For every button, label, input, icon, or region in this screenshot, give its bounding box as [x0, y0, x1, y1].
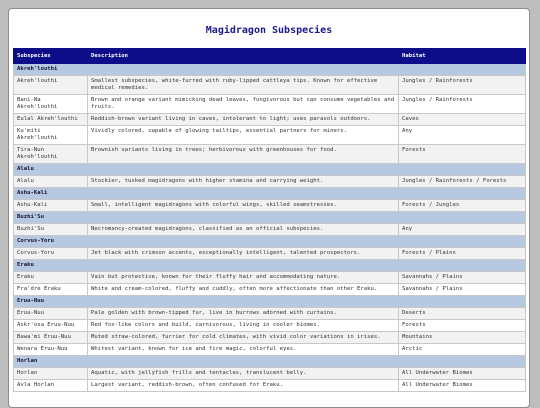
group-name: Alalu — [14, 164, 526, 176]
column-header-subspecies: Subspecies — [14, 49, 88, 64]
group-header-row — [14, 64, 526, 76]
subspecies-cell: Bani-Na Akreh'louthi — [14, 95, 88, 114]
table-row — [14, 114, 526, 126]
habitat-cell: Savannahs / Plains — [399, 272, 526, 284]
group-name: Akreh'louthi — [14, 64, 526, 76]
table-row — [14, 145, 526, 164]
table-row — [14, 95, 526, 114]
habitat-cell: Forests — [399, 320, 526, 332]
description-cell: Smallest subspecies, white-furred with ruby-lipped cattleya tips. Known for effective medical remedies. — [88, 76, 399, 95]
table-row — [14, 368, 526, 380]
description-cell: Stockier, tusked magidragons with higher stamina and carrying weight. — [88, 176, 399, 188]
habitat-cell: Jungles / Rainforests — [399, 76, 526, 95]
description-cell: Aquatic, with jellyfish frills and tentacles, translucent belly. — [88, 368, 399, 380]
table-row — [14, 176, 526, 188]
group-header-row — [14, 236, 526, 248]
subspecies-cell: Eulal Akreh'louthi — [14, 114, 88, 126]
table-row — [14, 308, 526, 320]
subspecies-cell: Eraku — [14, 272, 88, 284]
habitat-cell: Savannahs / Plains — [399, 284, 526, 296]
table-row — [14, 320, 526, 332]
subspecies-cell: Ku'miti Akreh'louthi — [14, 126, 88, 145]
group-header-row — [14, 356, 526, 368]
group-name: Eruu-Nuu — [14, 296, 526, 308]
habitat-cell: Mountains — [399, 332, 526, 344]
table-row — [14, 284, 526, 296]
description-cell: Muted straw-colored, furrier for cold climates, with vivid color variations in irises. — [88, 332, 399, 344]
table-row — [14, 224, 526, 236]
group-name: Corvus-Yoru — [14, 236, 526, 248]
description-cell: Brownish variants living in trees; herbivorous with greenhouses for food. — [88, 145, 399, 164]
table-row — [14, 272, 526, 284]
habitat-cell: Forests — [399, 145, 526, 164]
subspecies-cell: Alalu — [14, 176, 88, 188]
group-header-row — [14, 296, 526, 308]
subspecies-cell: Ashu-Kali — [14, 200, 88, 212]
table-row — [14, 200, 526, 212]
subspecies-cell: Wenara Eruu-Nuu — [14, 344, 88, 356]
group-header-row — [14, 260, 526, 272]
table-row — [14, 332, 526, 344]
subspecies-table — [13, 48, 526, 392]
table-header-row — [14, 49, 526, 64]
habitat-cell: Arctic — [399, 344, 526, 356]
page-title: Magidragon Subspecies — [205, 25, 333, 36]
description-cell: Small, intelligent magidragons with colorful wings, skilled seamstresses. — [88, 200, 399, 212]
subspecies-cell: Akreh'louthi — [14, 76, 88, 95]
description-cell: Vividly colored, capable of glowing tailtips, essential partners for miners. — [88, 126, 399, 145]
group-header-row — [14, 212, 526, 224]
subspecies-cell: Corvus-Yoru — [14, 248, 88, 260]
subspecies-cell: Avla Horlan — [14, 380, 88, 392]
table-row — [14, 76, 526, 95]
habitat-cell: Caves — [399, 114, 526, 126]
habitat-cell: Any — [399, 126, 526, 145]
table-row — [14, 248, 526, 260]
group-header-row — [14, 188, 526, 200]
subspecies-cell: Eruu-Nuu — [14, 308, 88, 320]
habitat-cell: Forests / Plains — [399, 248, 526, 260]
table-row — [14, 344, 526, 356]
description-cell: Vain but protective, known for their fluffy hair and accommodating nature. — [88, 272, 399, 284]
description-cell: Whitest variant, known for ice and fire magic, colorful eyes. — [88, 344, 399, 356]
column-header-description: Description — [88, 49, 399, 64]
description-cell: Reddish-brown variant living in caves, intolerant to light; uses parasols outdoors. — [88, 114, 399, 126]
habitat-cell: Deserts — [399, 308, 526, 320]
habitat-cell: Jungles / Rainforests / Forests — [399, 176, 526, 188]
description-cell: Pale golden with brown-tipped fur, live in burrows adorned with curtains. — [88, 308, 399, 320]
habitat-cell: All Underwater Biomes — [399, 368, 526, 380]
description-cell: Necromancy-created magidragons, classified as an official subspecies. — [88, 224, 399, 236]
subspecies-cell: Fra'dre Eraku — [14, 284, 88, 296]
group-name: Horlan — [14, 356, 526, 368]
group-name: Eraku — [14, 260, 526, 272]
group-name: Buzhi'Su — [14, 212, 526, 224]
description-cell: Red fox-like colors and build, carnivorous, living in cooler biomes. — [88, 320, 399, 332]
habitat-cell: Jungles / Rainforests — [399, 95, 526, 114]
description-cell: Jet black with crimson accents, exceptionally intelligent, talented prospectors. — [88, 248, 399, 260]
description-cell: Largest variant, reddish-brown, often confused for Eraku. — [88, 380, 399, 392]
habitat-cell: Any — [399, 224, 526, 236]
description-cell: White and cream-colored, fluffy and cuddly, often more affectionate than other Eraku. — [88, 284, 399, 296]
table-body — [14, 64, 526, 392]
subspecies-cell: Tira-Nun Akreh'louthi — [14, 145, 88, 164]
table-row — [14, 380, 526, 392]
description-cell: Brown and orange variant mimicking dead leaves, fungivorous but can consume vegetables and fruits. — [88, 95, 399, 114]
subspecies-cell: Horlan — [14, 368, 88, 380]
subspecies-cell: Buzhi'Su — [14, 224, 88, 236]
habitat-cell: All Underwater Biomes — [399, 380, 526, 392]
subspecies-cell: Bawa'mi Eruu-Nuu — [14, 332, 88, 344]
subspecies-cell: Askr'osa Eruu-Nuu — [14, 320, 88, 332]
column-header-habitat: Habitat — [399, 49, 526, 64]
group-header-row — [14, 164, 526, 176]
content-panel — [8, 8, 530, 408]
habitat-cell: Forests / Jungles — [399, 200, 526, 212]
group-name: Ashu-Kali — [14, 188, 526, 200]
table-row — [14, 126, 526, 145]
